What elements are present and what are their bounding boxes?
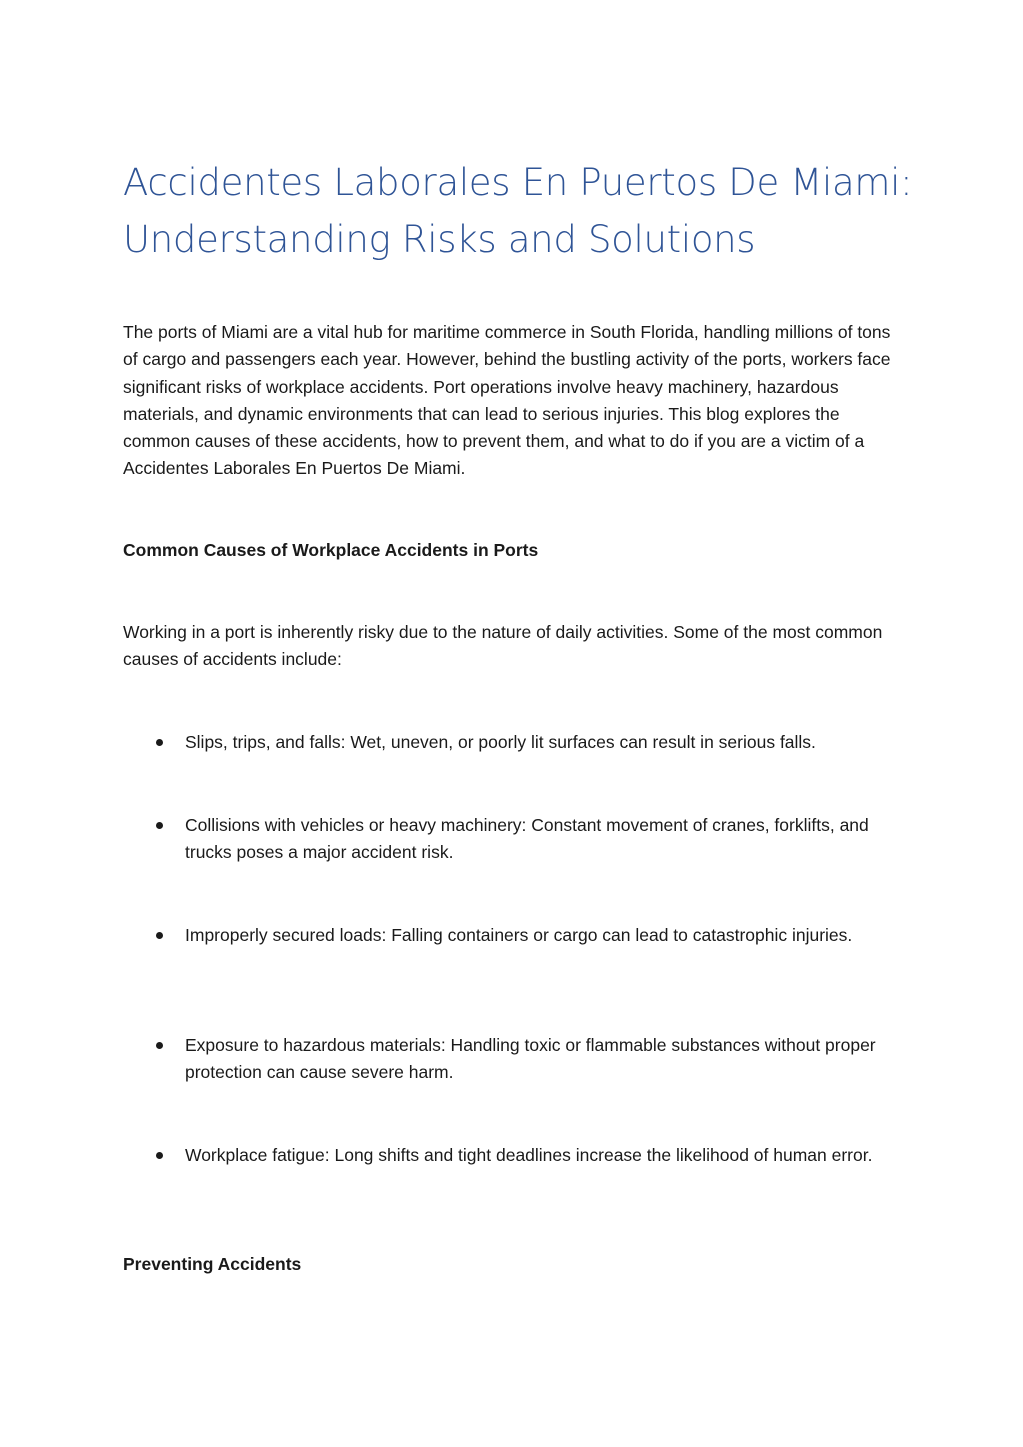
- bullet-icon: [123, 922, 185, 949]
- bullet-icon: [123, 1032, 185, 1059]
- list-item-text: Workplace fatigue: Long shifts and tight deadlines increase the likelihood of human error.: [185, 1145, 873, 1165]
- bullet-icon: [123, 729, 185, 756]
- list-item: [123, 812, 908, 867]
- list-item: [123, 922, 908, 949]
- bullet-icon: [123, 812, 185, 839]
- bullet-icon: [123, 1142, 185, 1169]
- list-item: [123, 729, 908, 756]
- list-item-text: Exposure to hazardous materials: Handling toxic or flammable substances without proper protection can cause severe harm.: [185, 1035, 876, 1083]
- list-item-text: Collisions with vehicles or heavy machinery: Constant movement of cranes, forklifts, and trucks poses a major accident risk.: [185, 815, 869, 863]
- page-title: Accidentes Laborales En Puertos De Miami: Understanding Risks and Solutions: [123, 161, 913, 261]
- section-intro-paragraph: Working in a port is inherently risky due to the nature of daily activities. Some of the most common causes of accidents include:: [123, 622, 883, 670]
- list-item-text: Improperly secured loads: Falling containers or cargo can lead to catastrophic injuries.: [185, 925, 853, 945]
- list-item: [123, 1142, 908, 1169]
- list-item: [123, 1032, 908, 1087]
- section-heading-common-causes: Common Causes of Workplace Accidents in Ports: [123, 540, 539, 560]
- intro-paragraph: The ports of Miami are a vital hub for maritime commerce in South Florida, handling millions of tons of cargo and passengers each year. However, behind the bustling activity of the ports, workers face significant risks of workplace accidents. Port operations involve heavy machinery, hazardous materials, and dynamic environments that can lead to serious injuries. This blog explores the common causes of these accidents, how to prevent them, and what to do if you are a victim of a Accidentes Laborales En Puertos De Miami.: [123, 322, 891, 479]
- list-item-text: Slips, trips, and falls: Wet, uneven, or poorly lit surfaces can result in serious falls.: [185, 732, 816, 752]
- section-heading-preventing-accidents: Preventing Accidents: [123, 1254, 302, 1274]
